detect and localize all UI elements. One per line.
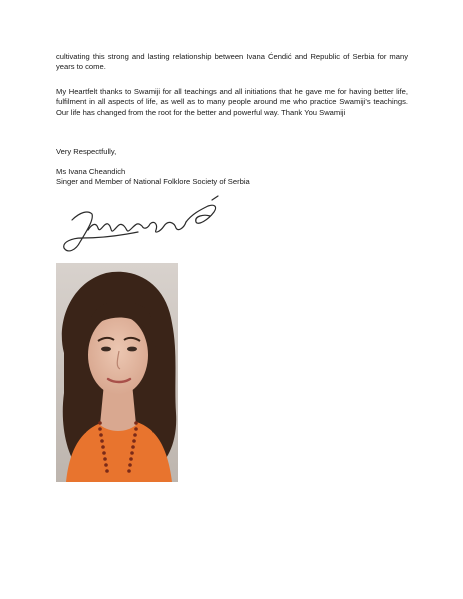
signature-stroke-initial: [64, 212, 138, 251]
signature-stroke-body: [88, 222, 186, 232]
sender-name: Ms Ivana Cheandich: [56, 167, 126, 176]
eye-right: [127, 347, 137, 352]
body-paragraph-1: cultivating this strong and lasting relationship between Ivana Ćendić and Republic of Serbia for many years to come.: [56, 52, 408, 72]
eye-left: [101, 347, 111, 352]
signature-drawing: [58, 192, 228, 262]
body-paragraph-2: My Heartfelt thanks to Swamiji for all teachings and all initiations that he gave me for having better life, fulfilment in all aspects of life, as well as to many people around me who practice Swamiji's teachings. Our life has changed from the root for the better and powerful way. Thank You Swamiji: [56, 87, 408, 117]
sender-title: Singer and Member of National Folklore Society of Serbia: [56, 177, 250, 186]
signature-stroke-tick: [212, 196, 218, 200]
portrait-illustration: [56, 263, 178, 482]
handwritten-signature: [58, 192, 228, 262]
closing-salutation: Very Respectfully,: [56, 147, 117, 156]
portrait-photo: [56, 263, 178, 482]
signature-stroke-flourish: [186, 205, 216, 223]
